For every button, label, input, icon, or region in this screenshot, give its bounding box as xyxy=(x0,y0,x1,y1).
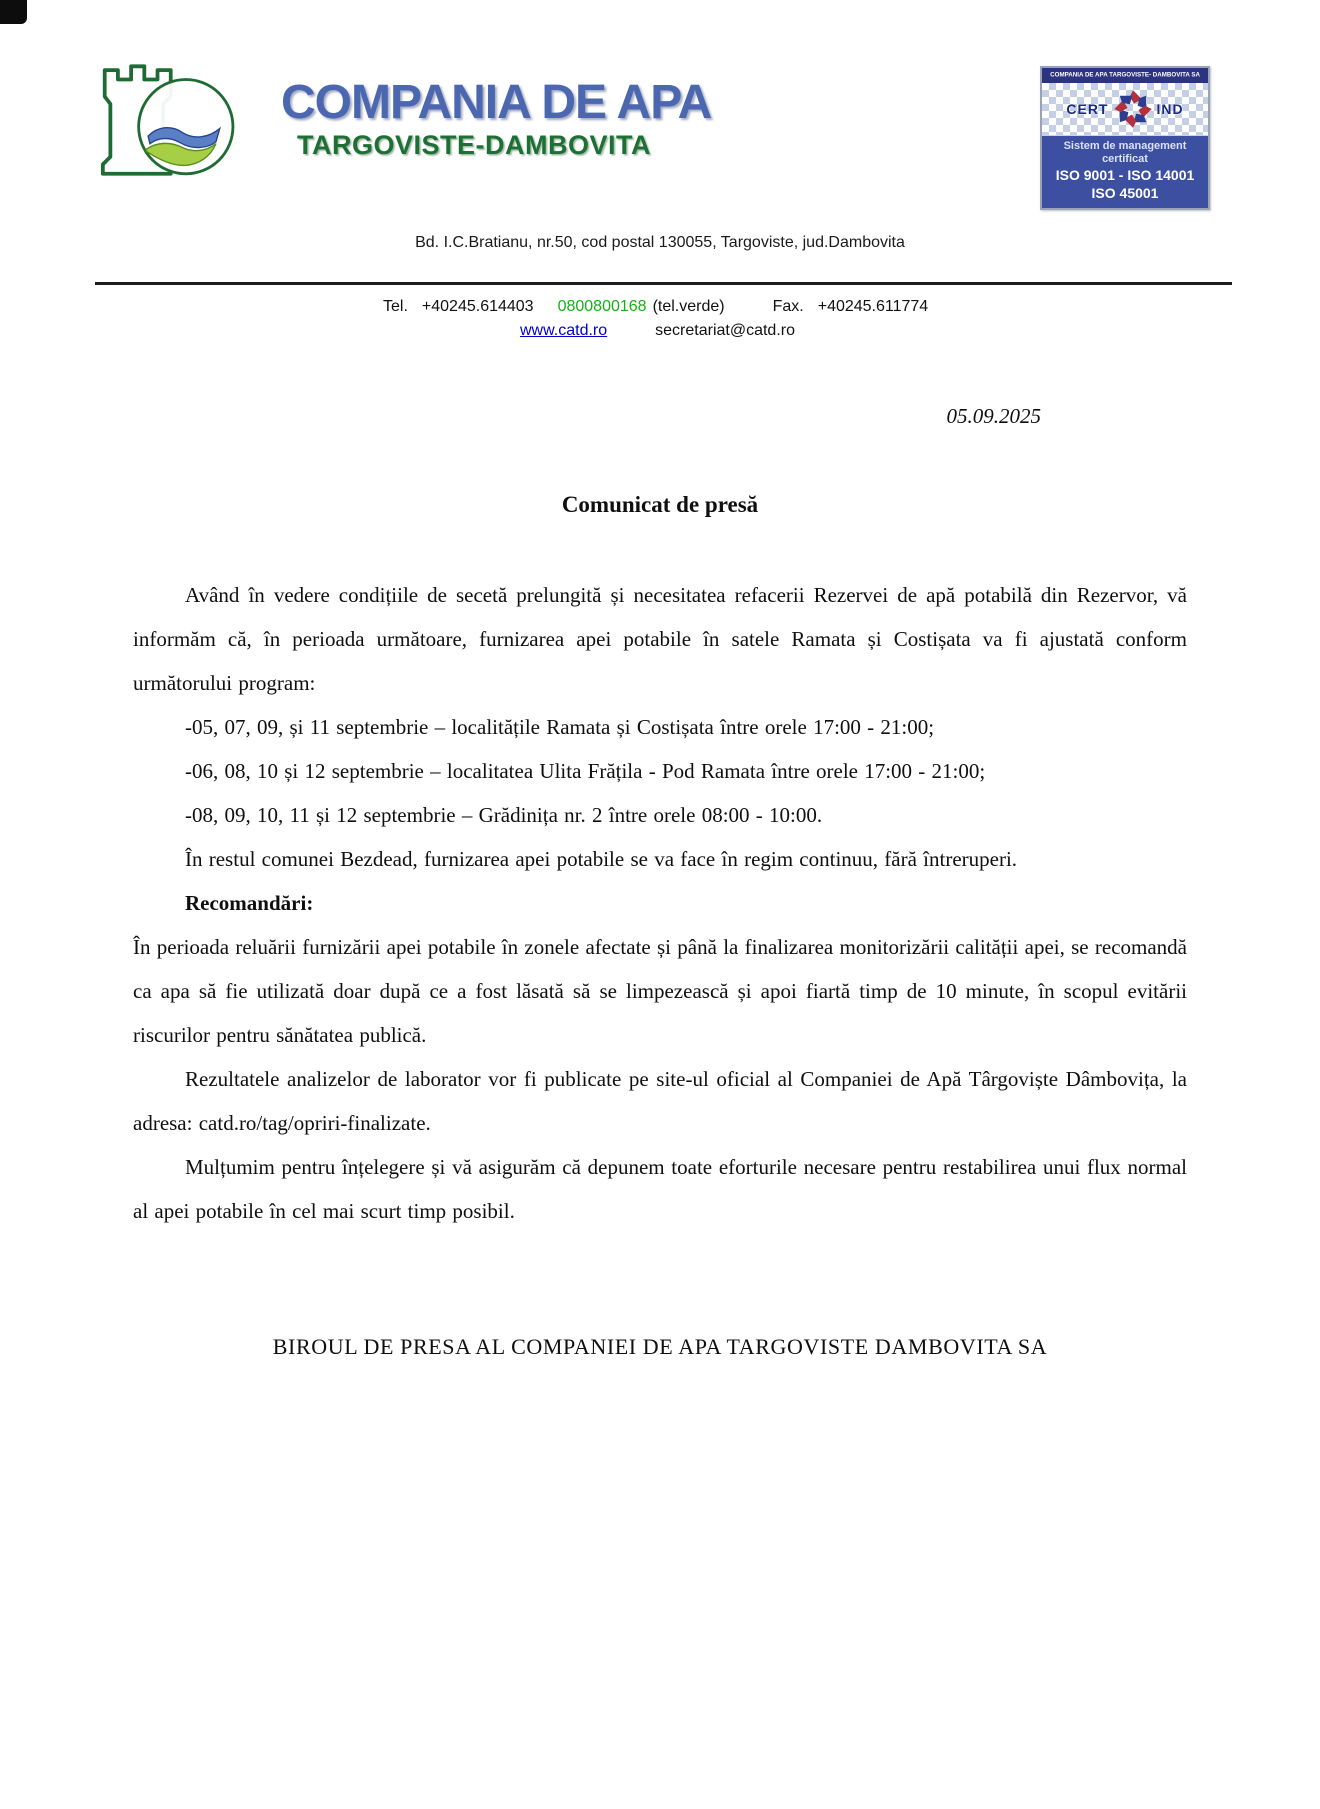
fax-number: +40245.611774 xyxy=(817,298,929,315)
scan-corner-artifact xyxy=(0,0,27,24)
logo-company-name: COMPANIA DE APA xyxy=(281,76,712,129)
badge-ind-text: IND xyxy=(1156,101,1184,117)
tel-number: +40245.614403 xyxy=(421,298,534,315)
schedule-item-1: -05, 07, 09, și 11 septembrie – localitățile Ramata și Costișata între orele 17:00 - 21:00; xyxy=(185,715,935,739)
badge-iso-9001-14001: ISO 9001 - ISO 14001 xyxy=(1055,167,1195,183)
logo-text xyxy=(281,77,711,160)
company-address: Bd. I.C.Bratianu, nr.50, cod postal 130055, Targoviste, jud.Dambovita xyxy=(415,234,905,251)
letterhead-divider xyxy=(95,282,1232,285)
iso-certification-badge xyxy=(1040,66,1210,210)
green-line-number: 0800800168 xyxy=(557,298,647,315)
document-date: 05.09.2025 xyxy=(946,404,1041,428)
schedule-item-2: -06, 08, 10 și 12 septembrie – localitatea Ulita Frățila - Pod Ramata între orele 17:00 - 21:00; xyxy=(185,759,986,783)
recommendations-heading: Recomandări: xyxy=(185,891,314,915)
website-link[interactable]: www.catd.ro xyxy=(520,322,608,339)
castle-tower-water-icon xyxy=(95,55,237,187)
badge-certind-row xyxy=(1042,83,1208,135)
email-address: secretariat@catd.ro xyxy=(655,322,795,339)
badge-company-text: COMPANIA DE APA TARGOVISTE- DAMBOVITA SA xyxy=(1050,71,1200,79)
badge-header-bar xyxy=(1042,68,1208,83)
schedule-item-3: -08, 09, 10, 11 și 12 septembrie – Grădinița nr. 2 între orele 08:00 - 10:00. xyxy=(185,803,823,827)
paragraph-continuity: În restul comunei Bezdead, furnizarea apei potabile se va face în regim continuu, fără întreruperi. xyxy=(185,847,1018,871)
document-title: Comunicat de presă xyxy=(561,492,759,517)
company-logo xyxy=(95,55,711,187)
green-line-suffix: (tel.verde) xyxy=(652,298,725,315)
fax-label: Fax. xyxy=(772,298,804,315)
press-office-signature: BIROUL DE PRESA AL COMPANIEI DE APA TARGOVISTE DAMBOVITA SA xyxy=(272,1334,1048,1359)
badge-certificat-line: certificat xyxy=(1102,153,1148,165)
badge-cert-text: CERT xyxy=(1066,101,1109,117)
contact-phone-line xyxy=(383,298,928,316)
paragraph-thanks: Mulțumim pentru înțelegere și vă asigurăm că depunem toate eforturile necesare pentru restabilirea unui flux normal al apei potabile în cel mai scurt timp posibil. xyxy=(133,1155,1187,1223)
badge-iso-45001: ISO 45001 xyxy=(1091,185,1159,201)
tel-label: Tel. xyxy=(383,298,408,315)
contact-web-line xyxy=(520,322,795,340)
paragraph-recommendations: În perioada reluării furnizării apei potabile în zonele afectate și până la finalizarea monitorizării calității apei, se recomandă ca apa să fie utilizată doar după ce a fost lăsată să se limpezească și apoi fiartă timp de 10 minute, în scopul evitării riscurilor pentru sănătatea publică. xyxy=(133,935,1187,1047)
paragraph-lab-results: Rezultatele analizelor de laborator vor fi publicate pe site-ul oficial al Companiei de Apă Târgoviște Dâmbovița, la adresa: catd.ro/tag/opriri-finalizate. xyxy=(133,1067,1187,1135)
paragraph-intro: Având în vedere condițiile de secetă prelungită și necesitatea refacerii Rezervei de apă potabilă din Rezervor, vă informăm că, în perioada următoare, furnizarea apei potabile în satele Ramata și Costișata va fi ajustată conform următorului program: xyxy=(133,583,1187,695)
logo-company-location: TARGOVISTE-DAMBOVITA xyxy=(297,130,651,160)
badge-iso-block xyxy=(1042,135,1208,208)
badge-management-line: Sistem de management xyxy=(1063,140,1187,152)
certind-pinwheel-icon xyxy=(1111,87,1155,131)
document-body xyxy=(133,394,1187,1369)
